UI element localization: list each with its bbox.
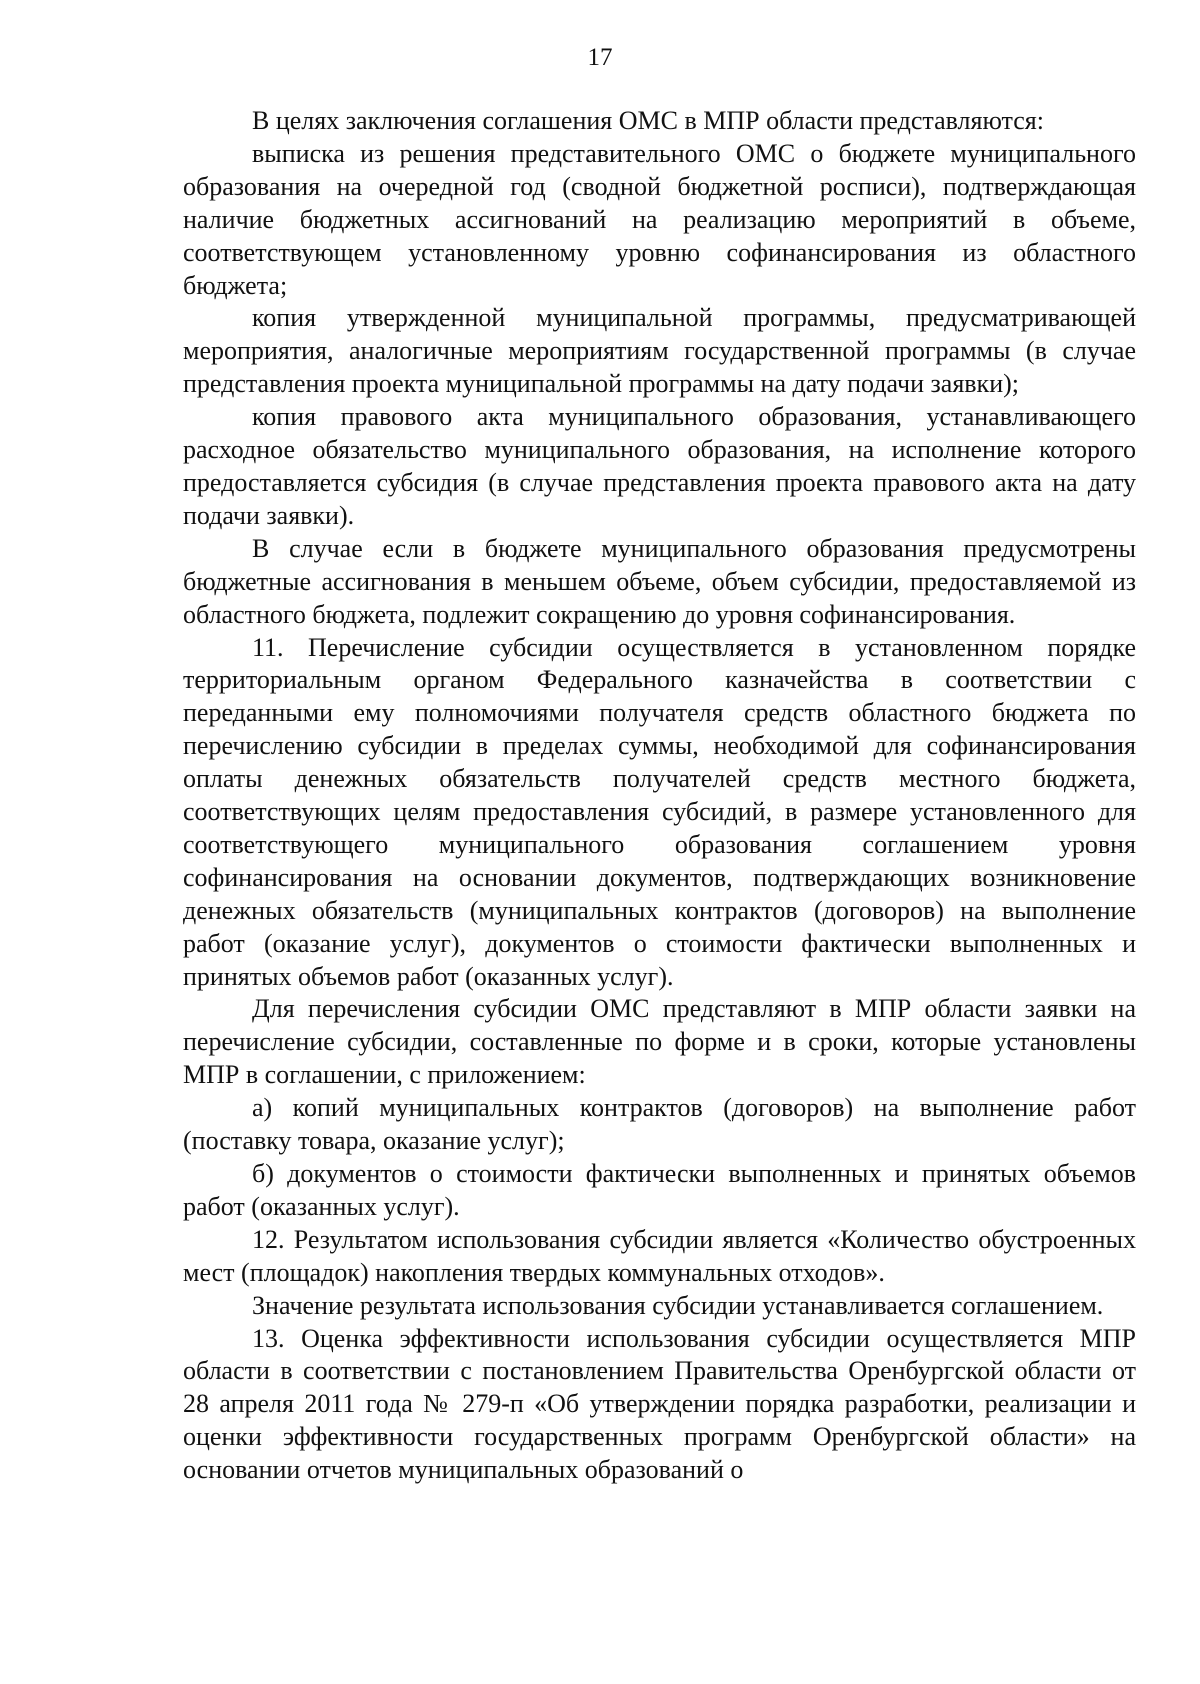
page-number: 17 bbox=[587, 44, 613, 71]
paragraph-item-a: а) копий муниципальных контрактов (договоров) на выполнение работ (поставку товара, оказание услуг); bbox=[183, 1093, 1136, 1156]
paragraph-program-copy: копия утвержденной муниципальной программы, предусматривающей мероприятия, аналогичные мероприятиям государственной программы (в случае представления проекта муниципальной программы на дату подачи заявки); bbox=[183, 303, 1136, 399]
paragraph-item-11: 11. Перечисление субсидии осуществляется в установленном порядке территориальным органом Федерального казначейства в соответствии с переданными ему полномочиями получателя средств областного бюджета по перечислению субсидии в пределах суммы, необходимой для софинансирования оплаты денежных обязательств получателей средств местного бюджета, соответствующих целям предоставления субсидий, в размере установленного для соответствующего муниципального образования соглашением уровня софинансирования на основании документов, подтверждающих возникновение денежных обязательств (муниципальных контрактов (договоров) на выполнение работ (оказание услуг), документов о стоимости фактически выполненных и принятых объемов работ (оказанных услуг). bbox=[183, 632, 1136, 991]
paragraph-item-b: б) документов о стоимости фактически выполненных и принятых объемов работ (оказанных услуг). bbox=[183, 1159, 1136, 1221]
paragraph-legal-act-copy: копия правового акта муниципального образования, устанавливающего расходное обязательство муниципального образования, на исполнение которого предоставляется субсидия (в случае представления проекта правового акта на дату подачи заявки). bbox=[183, 402, 1136, 530]
paragraph-transfer-request: Для перечисления субсидии ОМС представляют в МПР области заявки на перечисление субсидии, составленные по форме и в сроки, которые установлены МПР в соглашении, с приложением: bbox=[183, 994, 1136, 1090]
paragraph-item-13: 13. Оценка эффективности использования субсидии осуществляется МПР области в соответствии с постановлением Правительства Оренбургской области от 28 апреля 2011 года № 279-п «Об утверждении порядка разработки, реализации и оценки эффективности государственных программ Оренбургской области» на основании отчетов муниципальных образований о bbox=[183, 1323, 1136, 1485]
paragraph-intro: В целях заключения соглашения ОМС в МПР области представляются: bbox=[252, 106, 1044, 135]
document-body bbox=[183, 105, 1136, 1487]
paragraph-item-12: 12. Результатом использования субсидии является «Количество обустроенных мест (площадок) накопления твердых коммунальных отходов». bbox=[183, 1224, 1136, 1287]
paragraph-result-value: Значение результата использования субсидии устанавливается соглашением. bbox=[252, 1290, 1104, 1320]
paragraph-budget-extract: выписка из решения представительного ОМС о бюджете муниципального образования на очередной год (сводной бюджетной росписи), подтверждающая наличие бюджетных ассигнований на реализацию мероприятий в объеме, соответствующем установленному уровню софинансирования из областного бюджета; bbox=[183, 138, 1136, 300]
paragraph-reduced-budget: В случае если в бюджете муниципального образования предусмотрены бюджетные ассигнования в меньшем объеме, объем субсидии, предоставляемой из областного бюджета, подлежит сокращению до уровня софинансирования. bbox=[183, 533, 1136, 629]
